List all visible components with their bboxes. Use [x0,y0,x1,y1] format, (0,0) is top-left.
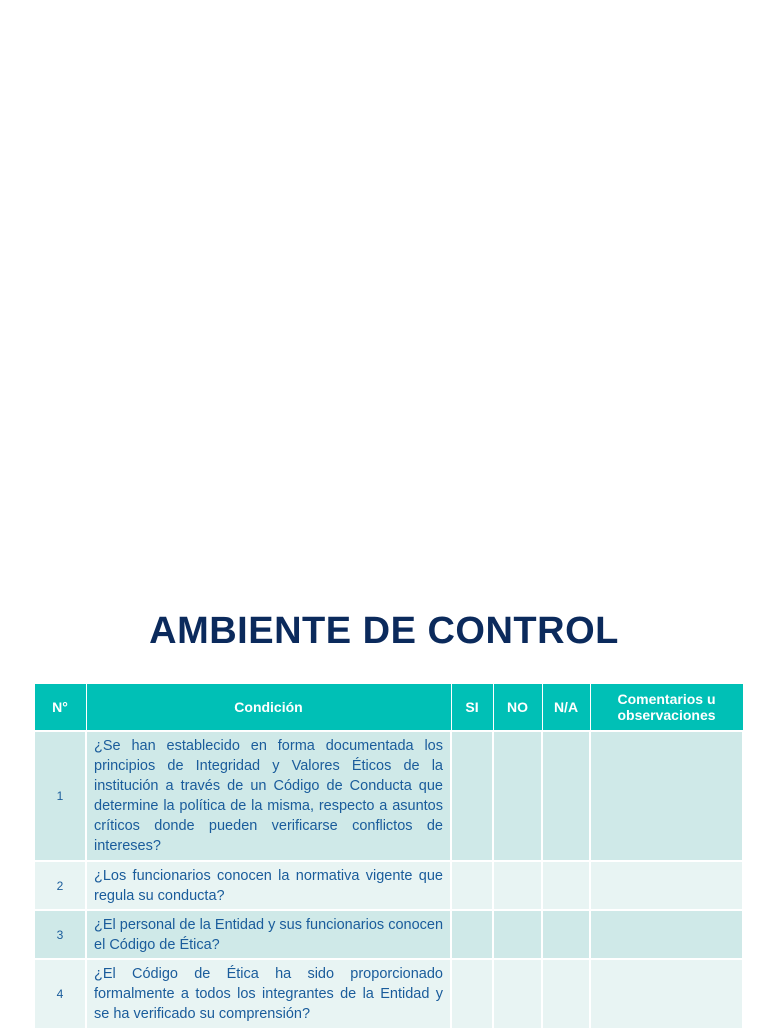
row-condition: ¿Se han establecido en forma documentada los principios de Integridad y Valores Éticos de la institución a través de un Código de Conducta que determine la política de la misma, respecto a asuntos críticos donde pueden verificarse conflictos de intereses? [86,731,451,861]
cell-comments[interactable] [590,910,743,959]
row-condition: ¿Los funcionarios conocen la normativa vigente que regula su conducta? [86,861,451,910]
header-na: N/A [542,684,590,732]
table-row [34,731,743,861]
cell-si[interactable] [451,731,493,861]
header-no: NO [493,684,542,732]
checklist-table [33,683,744,1030]
cell-si[interactable] [451,910,493,959]
cell-no[interactable] [493,910,542,959]
cell-no[interactable] [493,861,542,910]
table-row [34,910,743,959]
header-number: N° [34,684,86,732]
row-condition: ¿El personal de la Entidad y sus funcionarios conocen el Código de Ética? [86,910,451,959]
cell-si[interactable] [451,959,493,1029]
cell-na[interactable] [542,910,590,959]
cell-comments[interactable] [590,731,743,861]
cell-no[interactable] [493,959,542,1029]
header-si: SI [451,684,493,732]
row-number: 1 [34,731,86,861]
cell-na[interactable] [542,959,590,1029]
table-header-row [34,684,743,732]
cell-comments[interactable] [590,959,743,1029]
cell-si[interactable] [451,861,493,910]
cell-na[interactable] [542,861,590,910]
row-number: 3 [34,910,86,959]
row-number: 2 [34,861,86,910]
row-number: 4 [34,959,86,1029]
cell-na[interactable] [542,731,590,861]
page-title: AMBIENTE DE CONTROL [149,610,619,652]
row-condition: ¿El Código de Ética ha sido proporcionado formalmente a todos los integrantes de la Entidad y se ha verificado su comprensión? [86,959,451,1029]
cell-no[interactable] [493,731,542,861]
header-comments: Comentarios u observaciones [590,684,743,732]
table-row [34,861,743,910]
table-row [34,959,743,1029]
header-condition: Condición [86,684,451,732]
cell-comments[interactable] [590,861,743,910]
